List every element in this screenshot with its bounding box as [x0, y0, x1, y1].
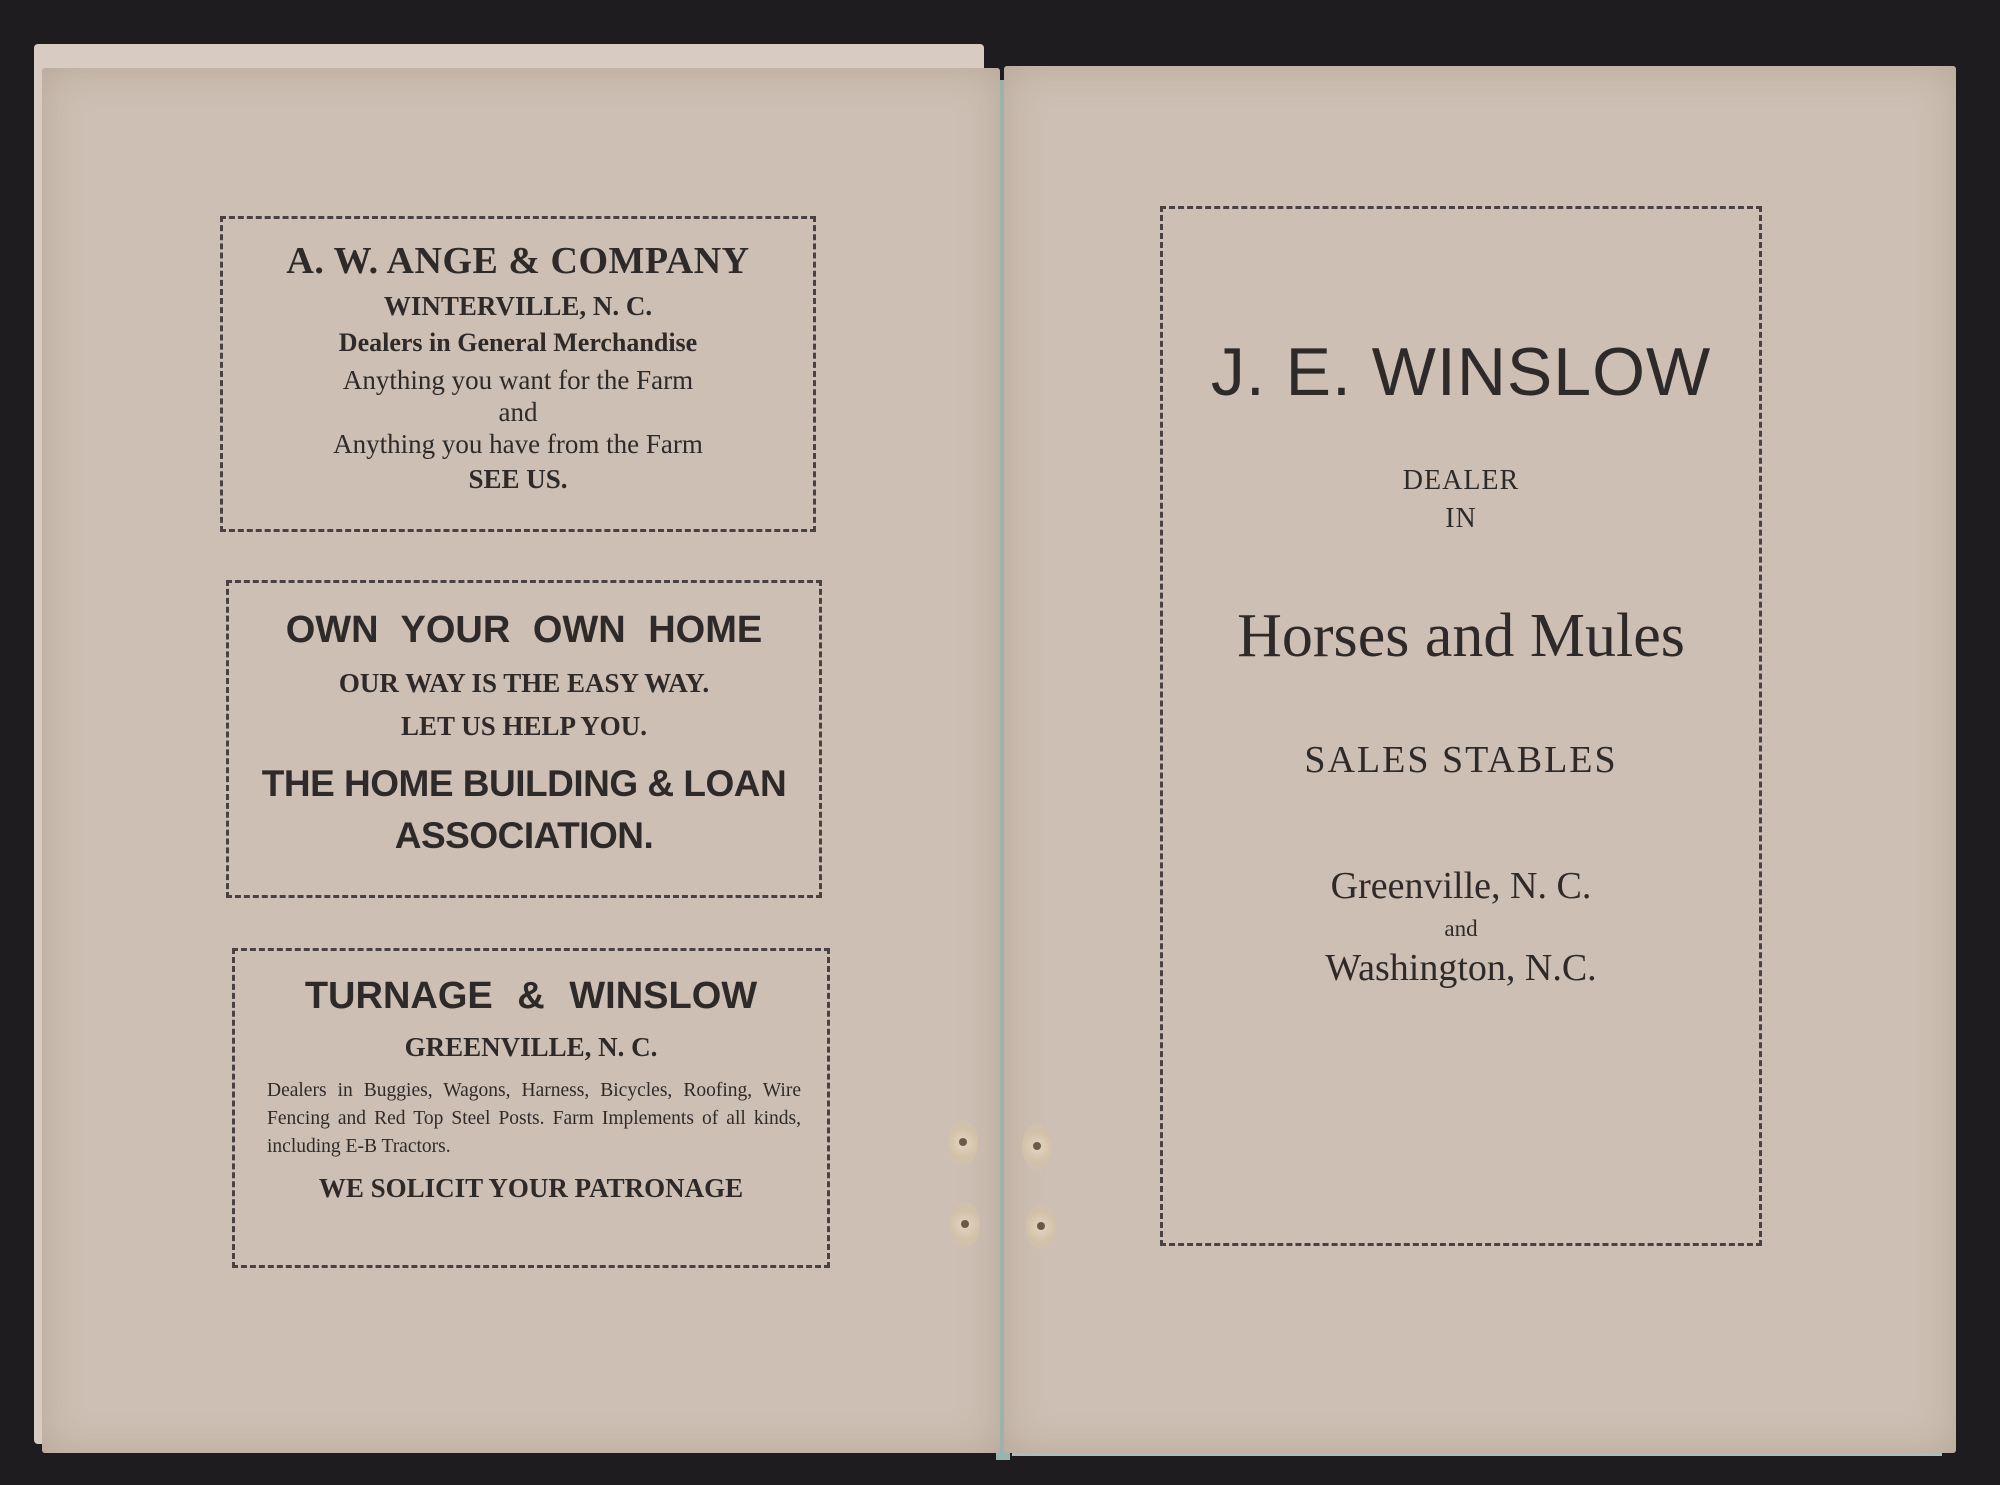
- ad-title: OWN YOUR OWN HOME: [285, 609, 763, 651]
- ad-organization: [229, 758, 819, 862]
- staple-hole: [950, 1202, 980, 1248]
- staple-hole: [1022, 1124, 1052, 1170]
- ad-line: and: [498, 397, 538, 427]
- staple-hole: [1026, 1204, 1056, 1250]
- ad-town: GREENVILLE, N. C.: [404, 1032, 658, 1062]
- location-washington: Washington, N.C.: [1325, 947, 1597, 989]
- stables-label: SALES STABLES: [1304, 739, 1618, 781]
- ad-organization-line: ASSOCIATION.: [394, 815, 654, 856]
- ad-title: TURNAGE & WINSLOW: [304, 975, 758, 1017]
- in-label: IN: [1445, 503, 1477, 534]
- location-conjunction: and: [1444, 916, 1478, 941]
- ad-ange-company: [220, 216, 816, 532]
- ad-line: LET US HELP YOU.: [400, 711, 648, 741]
- ad-line: Anything you want for the Farm: [342, 365, 694, 395]
- business-name: J. E. WINSLOW: [1210, 334, 1712, 410]
- ad-title: A. W. ANGE & COMPANY: [286, 240, 750, 282]
- ad-cta: SEE US.: [468, 464, 568, 494]
- location-greenville: Greenville, N. C.: [1330, 865, 1592, 907]
- ad-cta: WE SOLICIT YOUR PATRONAGE: [318, 1173, 744, 1203]
- ad-home-building-loan: [226, 580, 822, 898]
- ad-line: OUR WAY IS THE EASY WAY.: [338, 668, 710, 698]
- ad-town: WINTERVILLE, N. C.: [383, 291, 653, 321]
- goods-heading: Horses and Mules: [1237, 602, 1685, 670]
- winslow-advertisement: [1160, 206, 1762, 1246]
- ad-description: Dealers in Buggies, Wagons, Harness, Bicycles, Roofing, Wire Fencing and Red Top Steel Posts. Farm Implements of all kinds, including E-B Tractors.: [267, 1080, 801, 1157]
- ad-tagline: Dealers in General Merchandise: [338, 328, 698, 357]
- ad-turnage-winslow: [232, 948, 830, 1268]
- dealer-label: DEALER: [1402, 465, 1520, 496]
- staple-hole: [948, 1120, 978, 1166]
- ad-line: Anything you have from the Farm: [333, 429, 703, 459]
- ad-organization-line: THE HOME BUILDING & LOAN: [261, 763, 787, 804]
